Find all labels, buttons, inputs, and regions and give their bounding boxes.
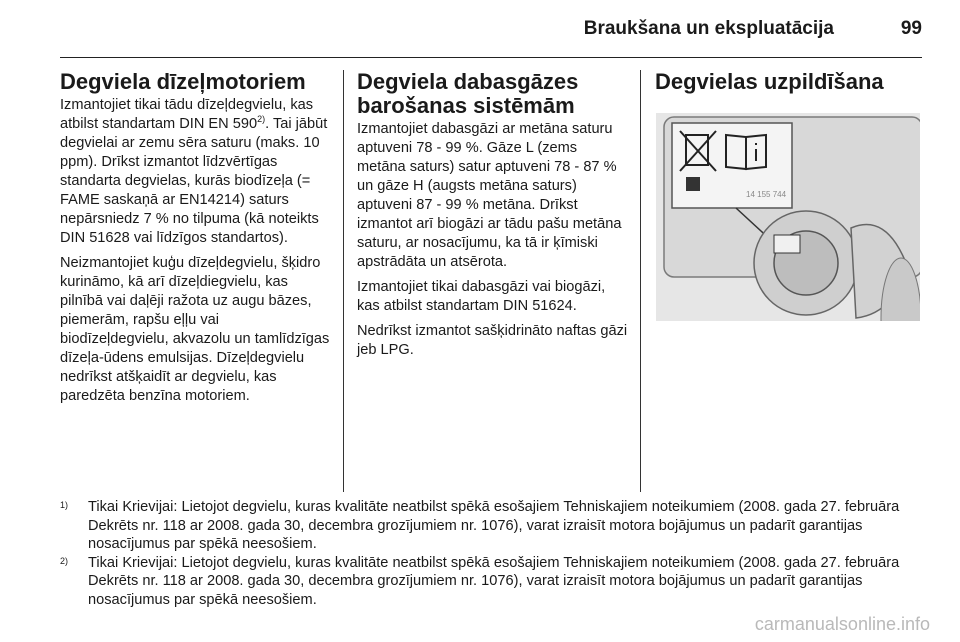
footnote-mark-2: 2) xyxy=(60,555,69,566)
header-divider xyxy=(60,57,922,58)
diesel-text-a: Izmantojiet tikai tādu dīzeļdegvielu, kas atbilst standartam DIN EN 590 xyxy=(60,97,314,132)
brand-badge-icon xyxy=(686,177,700,191)
footnotes xyxy=(60,498,930,609)
natural-gas-heading: Degviela dabasgāzes barošanas sistēmām xyxy=(357,69,579,118)
footnote-2 xyxy=(60,554,930,610)
footnote-text-1: Tikai Krievijai: Lietojot degvielu, kuras kvalitāte neatbilst spēkā esošajiem Tehniskajiem noteikumiem (2008. gada 27. februāra Dekrēts nr. 118 ar 2008. gada 30, decembra grozījumiem nr. 1076), varat izraisīt motora bojājumus un padarīt garantijas nosacījumus par spēkā neesošiem. xyxy=(88,499,900,552)
column-divider-1 xyxy=(343,70,344,492)
natural-gas-paragraph-1: Izmantojiet dabasgāzi ar metāna saturu aptuveni 78 - 99 %. Gāze L (zems metāna saturs) satur aptuveni 78 - 87 % un gāze H (augsts metāna saturs) aptuveni 87 - 99 % metāna. Drīkst izmantot arī biogāzi ar tādu pašu metāna saturu, ar nosacījumu, ka tā ir ķīmiski apstrādāta un atsērota. xyxy=(357,121,622,270)
footnote-ref-2[interactable]: 2) xyxy=(257,114,266,125)
footnote-text-2: Tikai Krievijai: Lietojot degvielu, kuras kvalitāte neatbilst spēkā esošajiem Tehniskajiem noteikumiem (2008. gada 27. februāra Dekrēts nr. 118 ar 2008. gada 30, decembra grozījumiem nr. 1076), varat izraisīt motora bojājumus un padarīt garantijas nosacījumus par spēkā neesošiem. xyxy=(88,554,900,608)
natural-gas-paragraph-2: Izmantojiet tikai dabasgāzi vai biogāzi, kas atbilst standartam DIN 51624. xyxy=(357,279,606,314)
footnote-1 xyxy=(60,498,930,554)
column-divider-2 xyxy=(640,70,641,492)
refuelling-section xyxy=(655,70,930,96)
diesel-fuel-heading: Degviela dīzeļmotoriem xyxy=(60,69,306,94)
diesel-fuel-paragraph-2: Neizmantojiet kuģu dīzeļdegvielu, šķidro kurināmo, kā arī dīzeļdiegvielu, kas pilnībā vai daļēji ražota uz augu bāzes, piemerām, rapšu eļļu vai biodīzeļdegvielu, akvazolu un tamlīdzīgas dīzeļa-ūdens emulsijas. Dīzeļdegvielu nedrīkst atšķaidīt ar degvielu, kas paredzēta benzīna motoriem. xyxy=(60,255,330,404)
natural-gas-paragraph-3: Nedrīkst izmantot sašķidrināto naftas gāzi jeb LPG. xyxy=(357,323,628,358)
watermark: carmanualsonline.info xyxy=(754,614,930,634)
footnote-mark-1: 1) xyxy=(60,500,69,510)
natural-gas-section xyxy=(357,70,629,366)
section-title: Braukšana un ekspluatācija xyxy=(583,18,834,39)
diesel-text-b: . Tai jābūt degvielai ar zemu sēra saturu (maks. 10 ppm). Drīkst izmantot līdzvērtīgas standarta degvielas, kurās biodīzeļa (= FAME saskaņā ar EN14214) saturs nepārsniedz 7 % no tilpuma (kā noteikts DIN 51628 vai līdzīgos standartos). xyxy=(60,116,328,246)
page-number: 99 xyxy=(900,18,922,39)
figure-code: 14 155 744 xyxy=(746,190,787,199)
refuelling-heading: Degvielas uzpildīšana xyxy=(655,69,884,94)
diesel-fuel-section xyxy=(60,70,330,412)
diesel-fuel-paragraph-1 xyxy=(60,96,330,248)
fuel-flap-illustration xyxy=(656,113,920,321)
